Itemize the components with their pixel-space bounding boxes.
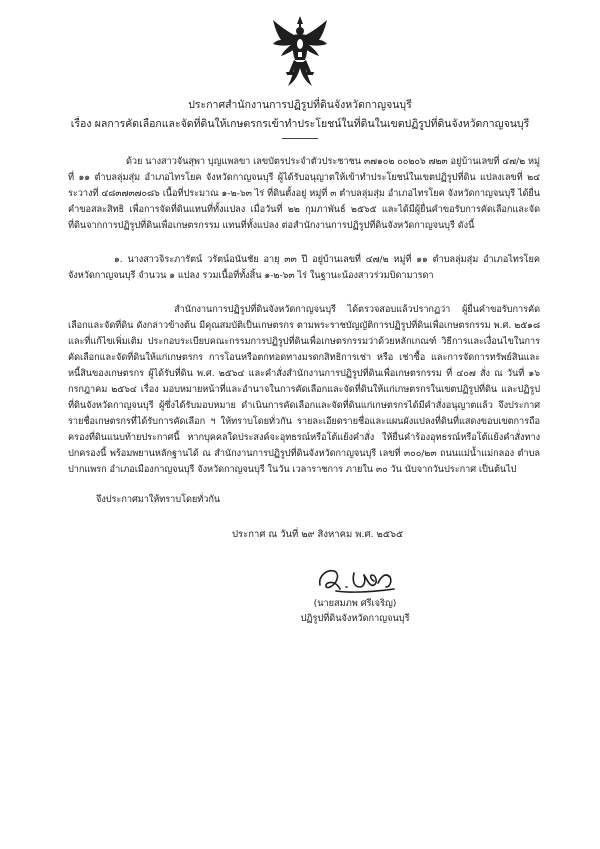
paragraph-intro: ด้วย นางสาวจันสุพา บุญแพลขา เลขบัตรประจำตัวประชาชน ๓๗๑๐๒ ๐๐๒๐๖ ๗๒๓ อยู่บ้านเลขที่ ๔๗/๒ หมู่ที่ ๑๑ ตำบลลุ่มสุ่ม อำเภอไทรโยค จังหวัดกาญจนบุรี ผู้ได้รับอนุญาตให้เข้าทำประโยชน์ในเขตปฏิรูปที่ดิน แปลงเลขที่ ๒๔ ระวางที่ ๔๘๓๗๓๗๐๘๖ เนื้อที่ประมาณ ๑-๒-๖๓ ไร่ ที่ดินตั้งอยู่ หมู่ที่ ๓ ตำบลลุ่มสุ่ม อำเภอไทรโยค จังหวัดกาญจนบุรี ได้ยื่นคำขอสละสิทธิ เพื่อการจัดที่ดินแทนที่ทั้งแปลง เมื่อวันที่ ๒๒ กุมภาพันธ์ ๒๕๖๕ และได้มีผู้ยื่นคำขอรับการคัดเลือกและจัดที่ดินจากการปฏิรูปที่ดินเพื่อเกษตรกรรม แทนที่ทั้งแปลง ต่อสำนักงานการปฏิรูปที่ดินจังหวัดกาญจนบุรี ดังนี้ [68, 156, 540, 231]
signer-name: (นายสมภพ ศรีเจริญ) [313, 598, 397, 609]
title-divider [282, 138, 318, 139]
announcement-title: ประกาศสำนักงานการปฏิรูปที่ดินจังหวัดกาญจนบุรี [188, 99, 412, 111]
paragraph-closing: จึงประกาศมาให้ทราบโดยทั่วกัน [96, 494, 221, 505]
paragraph-decision: สำนักงานการปฏิรูปที่ดินจังหวัดกาญจนบุรี ได้ตรวจสอบแล้วปรากฏว่า ผู้ยื่นคำขอรับการคัดเลือกและจัดที่ดิน ดังกล่าวข้างต้น มีคุณสมบัติเป็นเกษตรกร ตามพระราชบัญญัติการปฏิรูปที่ดินเพื่อเกษตรกรรม พ.ศ. ๒๕๑๘ และที่แก้ไขเพิ่มเติม ประกอบระเบียบคณะกรรมการปฏิรูปที่ดินเพื่อเกษตรกรรมว่าด้วยหลักเกณฑ์ วิธีการและเงื่อนไขในการคัดเลือกและจัดที่ดินให้แก่เกษตรกร การโอนหรือตกทอดทางมรดกสิทธิการเช่า หรือ เช่าซื้อ และการจัดการทรัพย์สินและหนี้สินของเกษตรกร ผู้ได้รับที่ดิน พ.ศ. ๒๕๖๔ และคำสั่งสำนักงานการปฏิรูปที่ดินเพื่อเกษตรกรรม ที่ ๔๐๗ สั่ง ณ วันที่ ๑๖ กรกฎาคม ๒๕๖๔ เรื่อง มอบหมายหน้าที่และอำนาจในการคัดเลือกและจัดที่ดินให้แก่เกษตรกรในเขตปฏิรูปที่ดิน และปฏิรูปที่ดินจังหวัดกาญจนบุรี ผู้ซึ่งได้รับมอบหมาย ดำเนินการคัดเลือกและจัดที่ดินแก่เกษตรกรได้มีคำสั่งอนุญาตแล้ว จึงประกาศรายชื่อเกษตรกรที่ได้รับการคัดเลือก ฯ ให้ทราบโดยทั่วกัน รายละเอียดรายชื่อและแผนผังแปลงที่ดินที่แสดงขอบเขตการถือครองที่ดินแนบท้ายประกาศนี้ หากบุคคลใดประสงค์จะอุทธรณ์หรือโต้แย้งคำสั่ง ให้ยื่นคำร้องอุทธรณ์หรือโต้แย้งคำสั่งทางปกครองนี้ พร้อมพยานหลักฐานได้ ณ สำนักงานการปฏิรูปที่ดินจังหวัดกาญจนบุรี เลขที่ ๓๐๐/๒๓ ถนนแม่น้ำแม่กลอง ตำบลปากแพรก อำเภอเมืองกาญจนบุรี จังหวัดกาญจนบุรี ในวัน เวลาราชการ ภายใน ๓๐ วัน นับจากวันประกาศ เป็นต้นไป [68, 304, 540, 475]
garuda-emblem-icon [270, 14, 330, 88]
announcement-subject: เรื่อง ผลการคัดเลือกและจัดที่ดินให้เกษตรกรเข้าทำประโยชน์ในที่ดินในเขตปฏิรูปที่ดินจังหวัดกาญจนบุรี [70, 118, 530, 130]
signer-title: ปฏิรูปที่ดินจังหวัดกาญจนบุรี [300, 613, 410, 624]
handwritten-signature-icon [316, 563, 398, 595]
announcement-date: ประกาศ ณ วันที่ ๒๙ สิงหาคม พ.ศ. ๒๕๖๕ [232, 529, 404, 540]
paragraph-applicant: ๑. นางสาวจิระภารัตน์ วรัตน์อนันชัย อายุ ๓๓ ปี อยู่บ้านเลขที่ ๔๗/๒ หมู่ที่ ๑๑ ตำบลลุ่มสุ่ม อำเภอไทรโยค จังหวัดกาญจนบุรี จำนวน ๑ แปลง รวมเนื้อที่ทั้งสิ้น ๑-๒-๖๓ ไร่ ในฐานะน้องสาวร่วมบิดามารดา [68, 254, 540, 281]
